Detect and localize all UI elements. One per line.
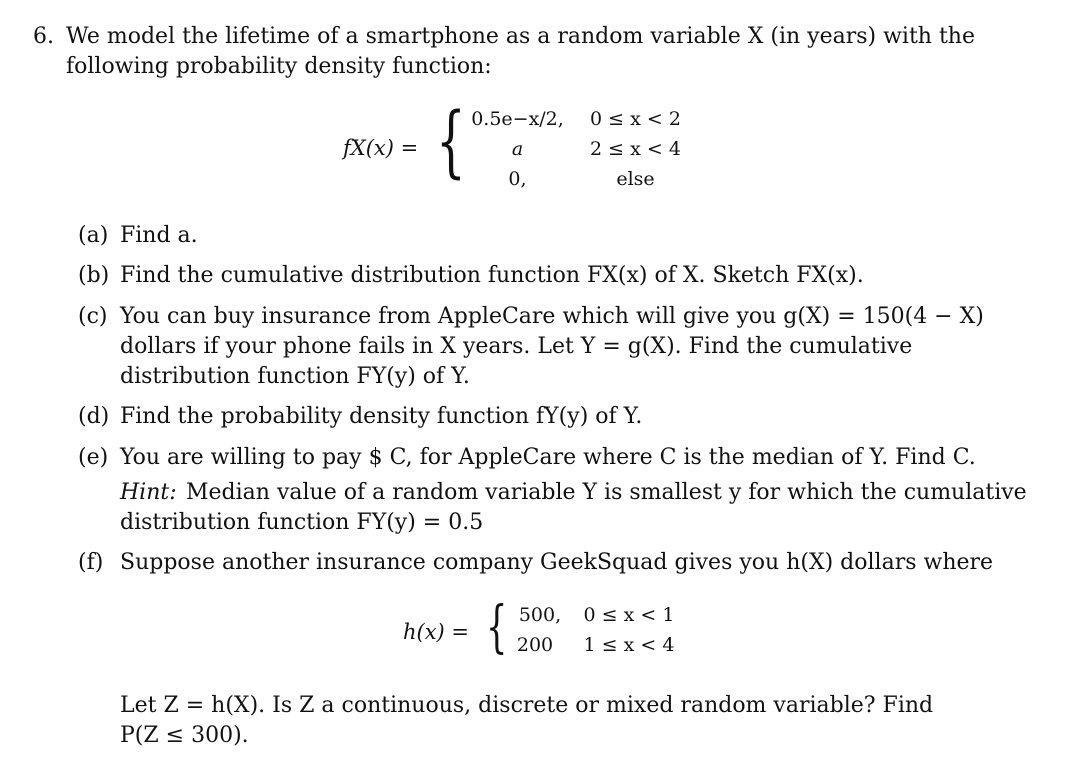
pdf-row-1-cond: 0 ≤ x < 2 <box>590 108 681 130</box>
part-a-label: (a) <box>78 223 109 248</box>
pdf-left-brace: { <box>436 97 466 187</box>
part-a-text: Find a. <box>120 223 198 248</box>
part-f-final-line2: P(Z ≤ 300). <box>120 723 249 748</box>
part-c-line2: dollars if your phone fails in X years. Let Y = g(X). Find the cumulative <box>120 334 913 359</box>
pdf-row-3-expr: 0, <box>508 168 527 190</box>
part-d-text: Find the probability density function fY(y) of Y. <box>120 404 643 429</box>
problem-intro-line1: We model the lifetime of a smartphone as a random variable X (in years) with the <box>66 24 975 49</box>
part-e-hint-line1: Median value of a random variable Y is smallest y for which the cumulative <box>186 480 1027 505</box>
pdf-row-3-cond: else <box>616 168 655 190</box>
part-c-line1: You can buy insurance from AppleCare which will give you g(X) = 150(4 − X) <box>120 304 984 329</box>
part-d-label: (d) <box>78 404 110 429</box>
h-lhs: h(x) = <box>403 620 470 644</box>
part-e-hint-label: Hint: <box>120 480 177 505</box>
part-e-hint-line2: distribution function FY(y) = 0.5 <box>120 510 484 535</box>
h-row-2-expr: 200 <box>516 634 554 656</box>
part-e-line1: You are willing to pay $ C, for AppleCare where C is the median of Y. Find C. <box>120 445 976 470</box>
part-c-label: (c) <box>78 304 108 329</box>
problem-intro-line2: following probability density function: <box>66 54 492 79</box>
part-c-line3: distribution function FY(y) of Y. <box>120 364 470 389</box>
part-e-label: (e) <box>78 445 109 470</box>
pdf-row-2-cond: 2 ≤ x < 4 <box>590 138 681 160</box>
pdf-row-1-expr: 0.5e−x/2, <box>471 108 564 130</box>
pdf-row-2-expr: a <box>511 138 524 160</box>
part-f-label: (f) <box>78 550 104 575</box>
part-f-final-line1: Let Z = h(X). Is Z a continuous, discrete or mixed random variable? Find <box>120 693 934 718</box>
h-row-1-cond: 0 ≤ x < 1 <box>583 604 675 626</box>
h-row-1-expr: 500, <box>518 604 562 626</box>
part-b-text: Find the cumulative distribution function FX(x) of X. Sketch FX(x). <box>120 263 864 288</box>
part-f-line1: Suppose another insurance company GeekSquad gives you h(X) dollars where <box>120 550 994 575</box>
part-b-label: (b) <box>78 263 110 288</box>
problem-number: 6. <box>33 24 54 49</box>
pdf-lhs: fX(x) = <box>343 136 419 160</box>
h-row-2-cond: 1 ≤ x < 4 <box>583 634 675 656</box>
h-left-brace: { <box>486 595 508 660</box>
